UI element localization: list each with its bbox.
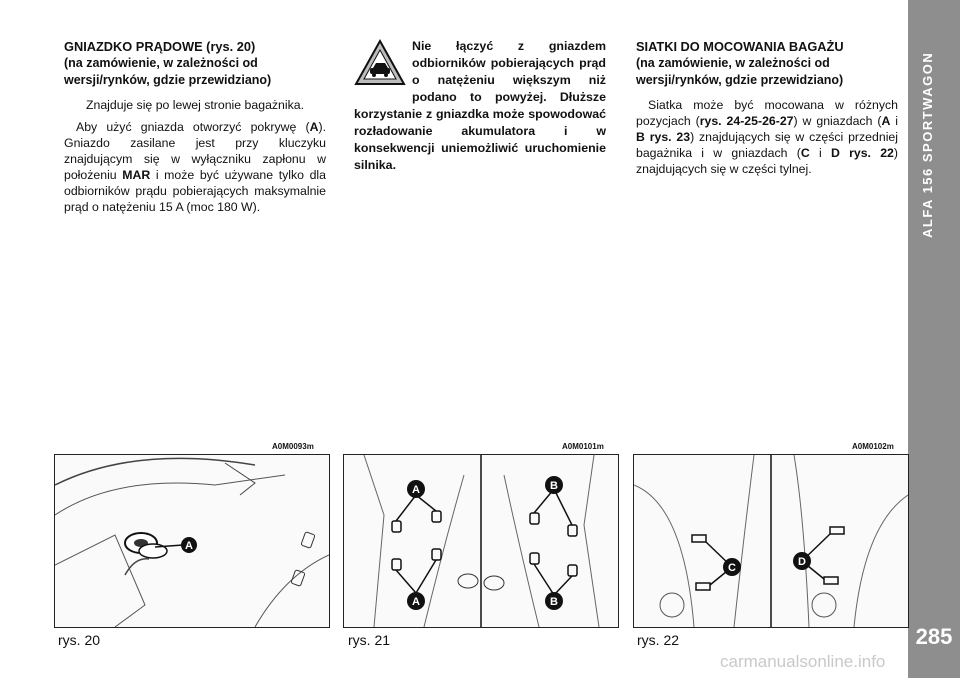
watermark: carmanualsonline.info <box>720 652 886 671</box>
column-warning <box>354 38 606 174</box>
figure-caption: rys. 21 <box>348 632 391 648</box>
figure-front-anchors <box>343 454 619 628</box>
section-subheading: (na zamówienie, w zależności od wersji/rynków, gdzie przewidziano) <box>64 56 272 87</box>
figure-caption: rys. 22 <box>637 632 680 648</box>
figure-rear-anchors <box>633 454 909 628</box>
sidebar-title: ALFA 156 SPORTWAGON <box>920 51 935 239</box>
column-socket <box>64 38 326 221</box>
rear-anchors-illustration <box>634 455 908 627</box>
figure-caption: rys. 20 <box>58 632 101 648</box>
figure-label: B <box>550 480 558 492</box>
paragraph: Znajduje się po lewej stronie bagażnika. <box>85 98 305 112</box>
socket-illustration <box>55 455 329 627</box>
page-number: 285 <box>915 624 953 649</box>
section-heading: SIATKI DO MOCOWANIA BAGAŻU <box>636 39 844 54</box>
figure-label: B <box>550 596 558 608</box>
figure-label: A <box>412 596 420 608</box>
sidebar <box>908 0 960 678</box>
column-nets <box>636 38 898 183</box>
paragraph: Siatka może być mocowana w różnych pozycjach (rys. 24-25-26-27) w gniazdach (A i B rys. 23) znajdujących się w części przedniej bagażnika i w gniazdach (C i D rys. 22) znajdujących się w części tylnej. <box>636 98 899 176</box>
figure-label: A <box>185 540 193 552</box>
front-anchors-illustration <box>344 455 618 627</box>
figure-socket <box>54 454 330 628</box>
figure-code: A0M0102m <box>852 442 894 451</box>
paragraph: Aby użyć gniazda otworzyć pokrywę (A). Gniazdo zasilane jest przy kluczyku znajdującym się w wyłączniku zapłonu w położeniu MAR i może być używane tylko dla odbiorników prądu pobierających maksymalnie prąd o natężeniu 15 A (moc 180 W). <box>64 120 326 214</box>
warning-icon <box>354 38 406 88</box>
figure-code: A0M0101m <box>562 442 604 451</box>
section-heading: GNIAZDKO PRĄDOWE (rys. 20) <box>64 39 256 54</box>
figure-label: D <box>798 556 806 568</box>
warning-text: Nie łączyć z gniazdem odbiorników pobierających prąd o natężeniu większym niż podano to powyżej. Dłuższe korzystanie z gniazdka może spowodować rozładowanie akumulatora i w konsekwencji uniemożliwić uruchomienie silnika. <box>354 39 606 172</box>
figure-label: C <box>728 562 736 574</box>
section-subheading: (na zamówienie, w zależności od wersji/rynków, gdzie przewidziano) <box>636 56 844 87</box>
figure-code: A0M0093m <box>272 442 314 451</box>
figure-label: A <box>412 484 420 496</box>
